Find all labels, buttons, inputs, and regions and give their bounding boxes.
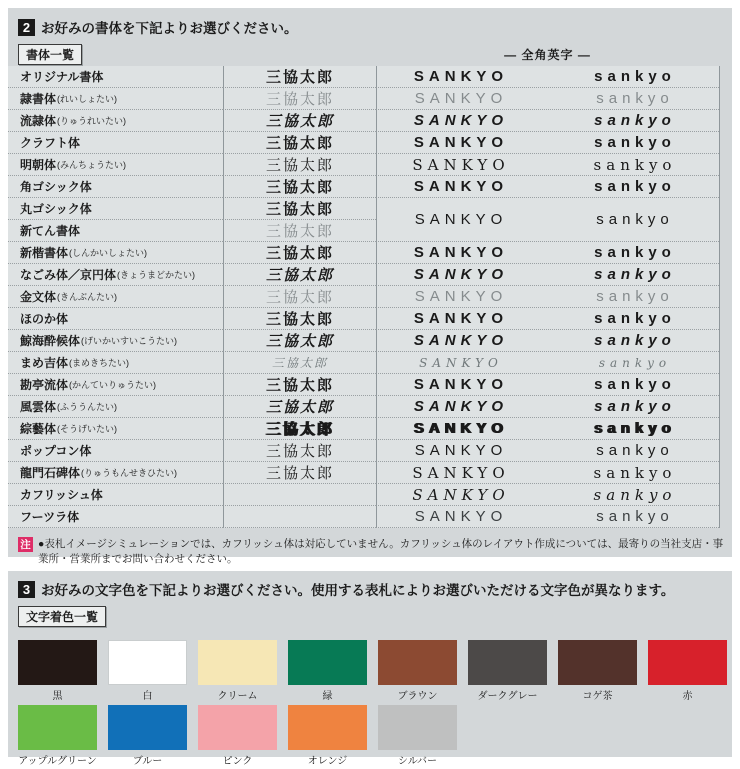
section-number-badge: 3 — [18, 581, 35, 598]
kanji-sample-cell: 三協太郎 — [223, 440, 376, 462]
latin-sample-uppercase: SANKYO — [413, 310, 509, 327]
font-name-cell — [8, 374, 223, 396]
font-name-cell — [8, 286, 223, 308]
color-option — [468, 640, 547, 702]
font-table — [8, 66, 720, 528]
latin-sample-uppercase: SANKYO — [412, 463, 510, 482]
latin-sample-cell — [376, 132, 719, 154]
latin-sample-cell — [376, 154, 719, 176]
font-name-cell — [8, 220, 223, 242]
color-swatch — [288, 705, 367, 750]
font-name-cell — [8, 418, 223, 440]
color-option — [18, 705, 97, 767]
kanji-sample-cell: 三協太郎 — [223, 66, 376, 88]
font-reading: (きんぶんたい) — [57, 292, 118, 302]
font-name: オリジナル書体 — [20, 70, 104, 84]
color-option — [378, 705, 457, 767]
latin-sample-uppercase: SANKYO — [414, 288, 508, 305]
latin-sample-lowercase: sankyo — [596, 508, 674, 525]
latin-sample-lowercase: sankyo — [596, 288, 674, 305]
font-selection-panel — [8, 8, 732, 565]
kanji-sample-cell: 三協太郎 — [223, 132, 376, 154]
latin-sample-cell — [376, 374, 719, 396]
color-option — [288, 640, 367, 702]
font-name-cell — [8, 110, 223, 132]
latin-sample-uppercase: SANKYO — [412, 485, 510, 504]
color-option — [198, 705, 277, 767]
color-swatch — [198, 640, 277, 685]
latin-sample-uppercase: SANKYO — [414, 211, 508, 228]
color-option — [288, 705, 367, 767]
font-reading: (りゅうれいたい) — [57, 116, 127, 126]
font-list-header-row — [8, 42, 732, 66]
font-name: 勘亭流体 — [20, 378, 69, 392]
color-swatch — [108, 705, 187, 750]
latin-sample-uppercase: SANKYO — [413, 134, 509, 151]
font-name-cell — [8, 484, 223, 506]
font-name: 明朝体 — [20, 158, 57, 172]
color-option — [378, 640, 457, 702]
font-name: ポップコン体 — [20, 444, 92, 458]
font-name-cell — [8, 154, 223, 176]
font-name-cell — [8, 440, 223, 462]
latin-sample-cell — [376, 462, 719, 484]
latin-sample-cell — [376, 66, 719, 88]
color-option — [108, 640, 187, 702]
font-reading: (そうげいたい) — [57, 424, 118, 434]
kanji-sample-cell: 三協太郎 — [223, 198, 376, 220]
latin-sample-cell — [376, 176, 719, 198]
color-list-header-row — [8, 604, 732, 628]
note-badge: 注 — [18, 537, 33, 552]
font-reading: (みんちょうたい) — [57, 160, 127, 170]
latin-sample-lowercase: sankyo — [594, 310, 676, 327]
font-reading: (かんていりゅうたい) — [69, 380, 157, 390]
font-name-cell — [8, 462, 223, 484]
font-name-cell — [8, 264, 223, 286]
font-reading: (しんかいしょたい) — [69, 248, 148, 258]
font-name: フーツラ体 — [20, 510, 80, 524]
latin-sample-uppercase: SANKYO — [413, 376, 509, 393]
color-label: ダークグレー — [477, 691, 538, 702]
kanji-sample-cell — [223, 506, 376, 528]
latin-sample-lowercase: sankyo — [596, 90, 674, 107]
color-option — [108, 705, 187, 767]
color-swatch — [108, 640, 187, 685]
latin-sample-lowercase: sankyo — [596, 211, 674, 228]
latin-sample-cell — [376, 88, 719, 110]
font-reading: (ふううんたい) — [57, 402, 118, 412]
font-section-title-row — [8, 17, 732, 37]
font-name-cell — [8, 242, 223, 264]
latin-sample-cell — [376, 286, 719, 308]
color-swatch — [378, 705, 457, 750]
color-label: ブラウン — [397, 691, 438, 702]
color-swatch-grid — [8, 628, 732, 767]
section-number-badge: 2 — [18, 19, 35, 36]
font-name-cell — [8, 396, 223, 418]
font-name: まめ吉体 — [20, 356, 69, 370]
latin-sample-uppercase: SANKYO — [413, 178, 509, 195]
latin-sample-cell — [376, 440, 719, 462]
font-name: なごみ体／京円体 — [20, 268, 117, 282]
font-name-cell — [8, 176, 223, 198]
latin-sample-uppercase: SANKYO — [414, 90, 508, 107]
font-name: 隷書体 — [20, 92, 57, 106]
color-label: ピンク — [222, 756, 253, 767]
color-label: ブルー — [132, 756, 163, 767]
color-label: 白 — [142, 691, 153, 702]
font-reading: (げいかいすいこうたい) — [81, 336, 178, 346]
font-name: 丸ゴシック体 — [20, 202, 92, 216]
color-label: 緑 — [322, 691, 333, 702]
kanji-sample-cell: 三協太郎 — [223, 88, 376, 110]
color-swatch — [288, 640, 367, 685]
latin-sample-lowercase: sankyo — [594, 420, 676, 437]
color-swatch — [648, 640, 727, 685]
font-list-label: 書体一覧 — [18, 44, 82, 65]
latin-sample-cell — [376, 396, 719, 418]
latin-sample-cell — [376, 484, 719, 506]
latin-sample-lowercase: sankyo — [594, 376, 676, 393]
font-name: 龍門石碑体 — [20, 466, 81, 480]
kanji-sample-cell: 三協太郎 — [223, 308, 376, 330]
font-name: クラフト体 — [20, 136, 81, 150]
color-list-label: 文字着色一覧 — [18, 606, 106, 627]
catalog-page — [0, 8, 740, 769]
latin-sample-lowercase: sankyo — [593, 485, 677, 504]
color-label: オレンジ — [307, 756, 348, 767]
latin-sample-uppercase: SANKYO — [414, 508, 508, 525]
latin-sample-cell — [376, 264, 719, 286]
color-label: シルバー — [397, 756, 438, 767]
latin-sample-uppercase: SANKYO — [412, 155, 510, 174]
latin-sample-uppercase: SANKYO — [413, 332, 509, 349]
latin-sample-uppercase: SANKYO — [414, 442, 508, 459]
font-name: 角ゴシック体 — [20, 180, 92, 194]
color-option — [198, 640, 277, 702]
latin-sample-lowercase: sankyo — [594, 68, 676, 85]
note-text: ●表札イメージシミュレーションでは、カフリッシュ体は対応していません。カフリッシュ体のレイアウト作成については、最寄りの当社支店・事業所・営業所までお問い合わせください。 — [38, 538, 724, 565]
note-row — [8, 537, 732, 567]
fullwidth-latin-column-header: — 全角英字 — — [504, 48, 591, 62]
color-swatch — [468, 640, 547, 685]
latin-sample-lowercase: sankyo — [594, 134, 676, 151]
color-option — [648, 640, 727, 702]
kanji-sample-cell: 三協太郎 — [223, 154, 376, 176]
font-name-cell — [8, 352, 223, 374]
latin-sample-cell — [376, 418, 719, 440]
font-reading: (りゅうもんせきひたい) — [81, 468, 178, 478]
font-name-cell — [8, 308, 223, 330]
latin-sample-uppercase: SANKYO — [413, 244, 509, 261]
font-section-title: お好みの書体を下記よりお選びください。 — [41, 21, 298, 36]
color-swatch — [558, 640, 637, 685]
font-name: 風雲体 — [20, 400, 57, 414]
color-swatch — [18, 640, 97, 685]
latin-sample-lowercase: sankyo — [594, 112, 676, 129]
latin-sample-lowercase: sankyo — [594, 332, 676, 349]
latin-sample-cell — [376, 352, 719, 374]
font-name: 綜藝体 — [20, 422, 57, 436]
latin-sample-lowercase: sankyo — [594, 178, 676, 195]
kanji-sample-cell: 三協太郎 — [223, 264, 376, 286]
font-name: カフリッシュ体 — [20, 488, 103, 502]
kanji-sample-cell: 三協太郎 — [223, 374, 376, 396]
latin-sample-cell — [376, 308, 719, 330]
latin-sample-lowercase: sankyo — [594, 244, 676, 261]
font-name: 流隷体 — [20, 114, 57, 128]
font-reading: (まめきちたい) — [69, 358, 130, 368]
font-name-cell — [8, 506, 223, 528]
font-name-cell — [8, 198, 223, 220]
latin-sample-cell — [376, 110, 719, 132]
font-reading: (れいしょたい) — [57, 94, 118, 104]
latin-sample-uppercase: SANKYO — [413, 398, 509, 415]
font-name-cell — [8, 330, 223, 352]
latin-sample-lowercase: sankyo — [598, 355, 672, 370]
font-name: ほのか体 — [20, 312, 69, 326]
latin-sample-lowercase: sankyo — [593, 463, 677, 482]
color-label: コゲ茶 — [582, 691, 613, 702]
latin-sample-cell — [376, 330, 719, 352]
font-name-cell — [8, 88, 223, 110]
kanji-sample-cell: 三協太郎 — [223, 352, 376, 374]
latin-sample-lowercase: sankyo — [594, 266, 676, 283]
font-reading: (きょうまどかたい) — [117, 270, 196, 280]
font-name: 新てん書体 — [20, 224, 81, 238]
latin-sample-uppercase: SANKYO — [419, 355, 503, 370]
color-swatch — [378, 640, 457, 685]
latin-sample-lowercase: sankyo — [594, 398, 676, 415]
color-section-title: お好みの文字色を下記よりお選びください。使用する表札によりお選びいただける文字色が異なります。 — [41, 583, 675, 598]
kanji-sample-cell: 三協太郎 — [223, 396, 376, 418]
latin-sample-uppercase: SANKYO — [413, 266, 509, 283]
latin-sample-cell — [376, 198, 719, 242]
color-label: クリーム — [217, 691, 258, 702]
latin-sample-cell — [376, 242, 719, 264]
kanji-sample-cell: 三協太郎 — [223, 286, 376, 308]
font-name: 金文体 — [20, 290, 57, 304]
color-swatch — [198, 705, 277, 750]
color-selection-panel — [8, 571, 732, 767]
latin-sample-uppercase: SANKYO — [413, 68, 509, 85]
font-name: 鯨海酔候体 — [20, 334, 81, 348]
latin-sample-cell — [376, 506, 719, 528]
color-section-title-row — [8, 579, 732, 599]
kanji-sample-cell: 三協太郎 — [223, 462, 376, 484]
kanji-sample-cell: 三協太郎 — [223, 418, 376, 440]
kanji-sample-cell: 三協太郎 — [223, 176, 376, 198]
color-option — [18, 640, 97, 702]
font-name-cell — [8, 132, 223, 154]
kanji-sample-cell: 三協太郎 — [223, 330, 376, 352]
kanji-sample-cell: 三協太郎 — [223, 110, 376, 132]
latin-sample-lowercase: sankyo — [596, 442, 674, 459]
color-option — [558, 640, 637, 702]
kanji-sample-cell — [223, 484, 376, 506]
color-label: アップルグリーン — [18, 756, 97, 767]
color-label: 黒 — [52, 691, 63, 702]
latin-sample-uppercase: SANKYO — [413, 112, 509, 129]
kanji-sample-cell: 三協太郎 — [223, 242, 376, 264]
font-name: 新楷書体 — [20, 246, 69, 260]
latin-sample-lowercase: sankyo — [593, 155, 677, 174]
kanji-sample-cell: 三協太郎 — [223, 220, 376, 242]
latin-sample-uppercase: SANKYO — [413, 420, 509, 437]
font-name-cell — [8, 66, 223, 88]
color-swatch — [18, 705, 97, 750]
color-label: 赤 — [682, 691, 693, 702]
